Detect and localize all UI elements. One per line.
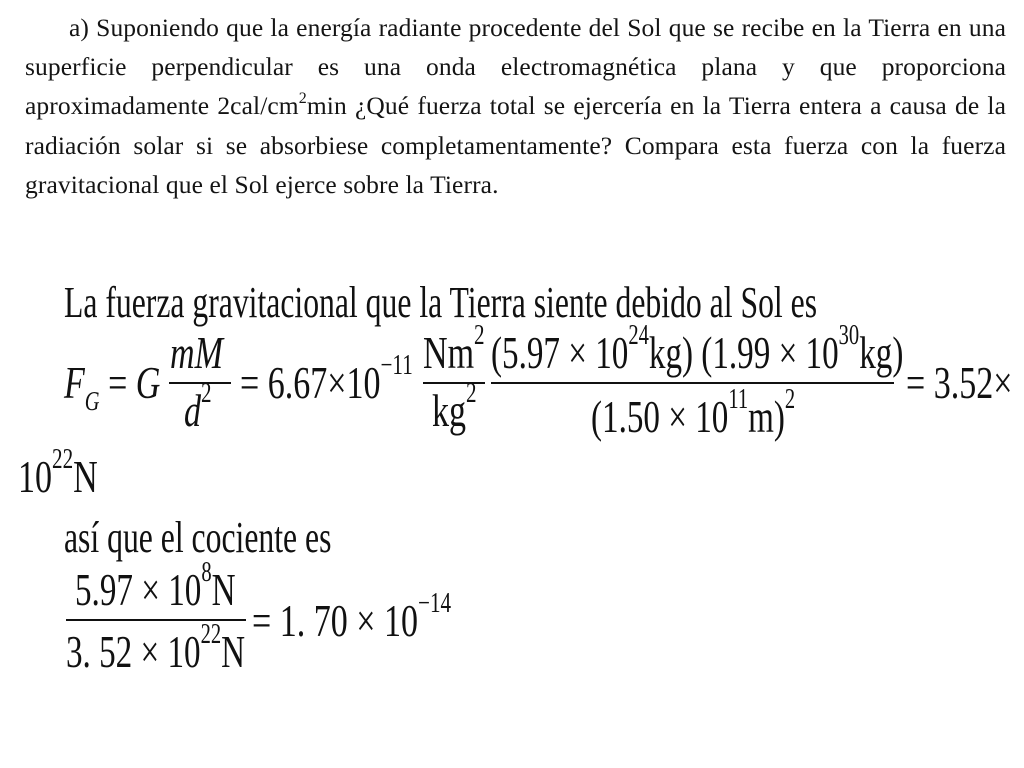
- formula-G: G: [135, 357, 161, 408]
- quotient-numerator: [75, 556, 236, 616]
- problem-text-part-2: min ¿Qué fuerza total se ejercería en la Tierra entera a causa de la radiación solar si se absorbiese completamentamente? Compara esta fuerza con la fuerza gravitacional que el Sol ejerce sobre la Tierra.: [25, 91, 1007, 199]
- formula-constant: [240, 349, 413, 409]
- formula-lhs-subscript: G: [84, 385, 100, 416]
- solution-intro: [64, 277, 817, 328]
- constant-exponent: −11: [380, 349, 413, 381]
- frac1-denominator: [184, 377, 212, 437]
- numerator-exp-1: 24: [628, 319, 649, 351]
- quotient-result-mantissa: 1. 70 × 10: [279, 595, 419, 646]
- units-denominator: [432, 377, 477, 437]
- result-wrap-base: 10: [18, 451, 53, 502]
- problem-text-part-1: Suponiendo que la energía radiante procedente del Sol que se recibe en la Tierra en una superficie perpendicular es una onda electromagnética plana y que proporciona aproximadamente 2cal/cm: [25, 13, 1006, 121]
- denominator-part-2: m): [748, 391, 785, 442]
- numerator-part-2: kg) (1.99 × 10: [648, 327, 839, 378]
- numerator-part-3: kg): [859, 327, 904, 378]
- frac1-denominator-d: d: [184, 385, 202, 436]
- denominator-part-1: (1.50 × 10: [591, 391, 729, 442]
- numerator-exp-2: 30: [838, 319, 860, 351]
- quotient-result: [252, 587, 452, 647]
- units-numerator-base: Nm: [423, 327, 475, 378]
- quotient-intro: [64, 512, 331, 563]
- denominator-exp-2: 2: [784, 383, 796, 415]
- mass-fraction-rule: [491, 382, 894, 384]
- quotient-intro-text: así que el cociente es: [64, 513, 332, 562]
- numerator-part-1: (5.97 × 10: [491, 327, 629, 378]
- quotient-denominator: [66, 618, 246, 678]
- formula-lhs-F: F: [64, 357, 85, 408]
- distance-denominator: [591, 383, 796, 443]
- units-numerator-exp: 2: [474, 319, 485, 351]
- units-denominator-base: kg: [432, 385, 467, 436]
- frac1-denominator-exp: 2: [201, 377, 212, 409]
- result-wrap-exp: 22: [52, 443, 74, 475]
- frac1-numerator-text: mM: [170, 327, 223, 378]
- formula-result-wrap: [18, 443, 98, 503]
- formula-eq-2: =: [240, 357, 260, 408]
- frac1-numerator: [170, 326, 223, 379]
- units-denominator-exp: 2: [466, 377, 477, 409]
- quotient-numerator-mantissa: 5.97 × 10: [75, 564, 202, 615]
- quotient-numerator-unit: N: [211, 564, 236, 615]
- quotient-denominator-unit: N: [221, 626, 246, 677]
- quotient-denominator-mantissa: 3. 52 × 10: [66, 626, 201, 677]
- quotient-numerator-exp: 8: [201, 556, 212, 588]
- quotient-denominator-exp: 22: [200, 618, 222, 650]
- problem-label: a): [69, 13, 90, 42]
- solution-intro-text: La fuerza gravitacional que la Tierra siente debido al Sol es: [64, 278, 818, 327]
- formula-eq-3: =: [906, 357, 926, 408]
- quotient-result-exp: −14: [418, 587, 452, 619]
- denominator-exp-1: 11: [728, 383, 749, 415]
- result-wrap-unit: N: [73, 451, 98, 502]
- result-mantissa: 3.52×: [933, 357, 1013, 408]
- problem-statement: [25, 8, 1006, 204]
- problem-exponent: 2: [298, 89, 307, 107]
- formula-eq-1: =: [108, 357, 128, 408]
- mass-product-numerator: [491, 319, 904, 379]
- formula-result: [906, 356, 1012, 409]
- units-numerator: [423, 319, 485, 379]
- formula-lhs: [64, 356, 161, 416]
- quotient-eq: =: [252, 595, 272, 646]
- constant-mantissa: 6.67×10: [267, 357, 381, 408]
